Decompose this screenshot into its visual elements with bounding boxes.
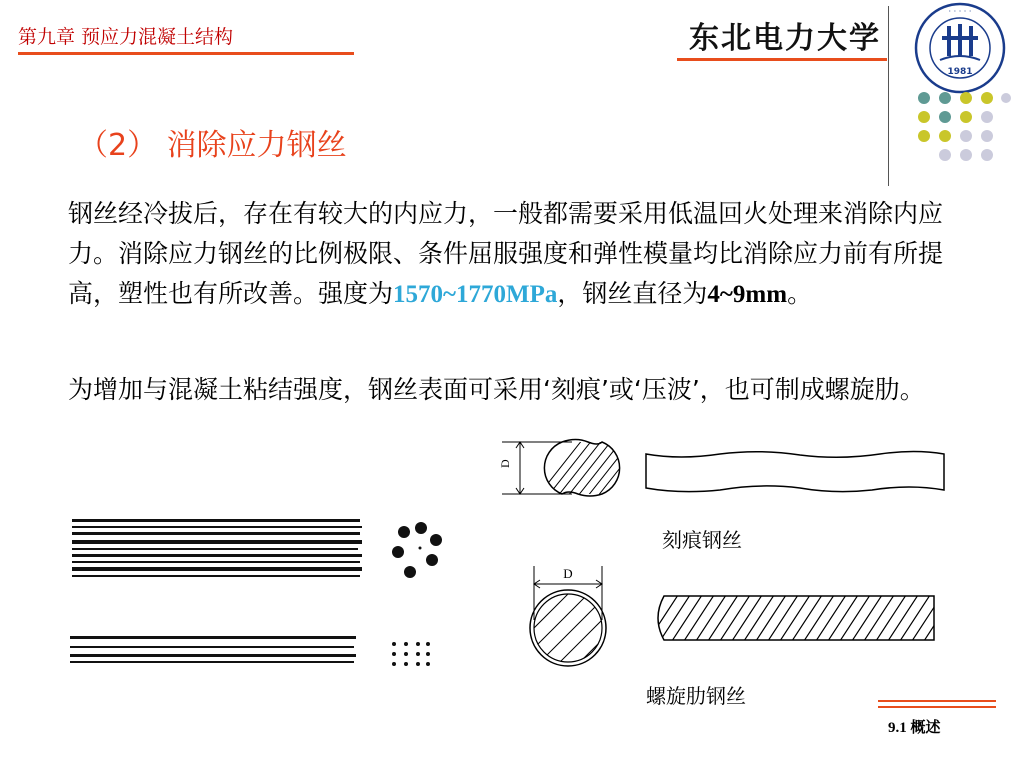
chapter-title: 第九章 预应力混凝土结构 (18, 26, 234, 48)
indented-wire-section-figure (480, 436, 630, 502)
header-divider (888, 6, 889, 186)
wire-strand-section-figure (384, 518, 454, 584)
diameter-label-spiral: D (563, 566, 573, 581)
section-heading: （2） 消除应力钢丝 (78, 128, 347, 163)
spiral-wire-section-figure (522, 560, 612, 674)
header-left-rule (18, 52, 354, 55)
paragraph-1-mid: ，钢丝直径为 (557, 279, 708, 308)
decorative-dots (912, 92, 1012, 167)
paragraph-1-text: 钢丝经冷拔后，存在有较大的内应力，一般都需要采用低温回火处理来消除内应力。消除应力钢丝的比例极限、条件屈服强度和弹性模量均比消除应力前有所提高，塑性也有所改善。强度为 (68, 199, 944, 308)
section-footer-label: 9.1 概述 (888, 720, 941, 736)
svg-text:· · · · ·: · · · · · (948, 7, 972, 16)
diameter-label: D (498, 459, 512, 468)
paragraph-2-text: 为增加与混凝土粘结强度，钢丝表面可采用‘刻痕’或‘压波’，也可制成螺旋肋。 (68, 375, 925, 404)
caption-indented-wire: 刻痕钢丝 (662, 528, 742, 552)
caption-spiral-wire: 螺旋肋钢丝 (646, 684, 746, 708)
diameter-value: 4~9mm (707, 281, 788, 308)
spiral-wire-side-figure (650, 592, 940, 644)
parallel-wire-section-figure (388, 640, 432, 668)
school-logo (914, 2, 1006, 94)
paragraph-stress-relieved (68, 194, 968, 315)
footer-rule-top (878, 700, 996, 702)
header-right-rule (677, 58, 887, 61)
footer-rule-bottom (878, 706, 996, 708)
wire-strand-bundle-figure (70, 515, 366, 581)
logo-year: 1981 (947, 67, 973, 77)
university-name: 东北电力大学 (689, 21, 881, 56)
strength-value: 1570~1770MPa (393, 281, 558, 308)
paragraph-1-end: 。 (787, 279, 813, 308)
indented-wire-side-figure (640, 450, 950, 494)
paragraph-surface-treatment (68, 370, 968, 410)
parallel-wire-figure (68, 632, 358, 666)
university-logotype (685, 16, 885, 58)
